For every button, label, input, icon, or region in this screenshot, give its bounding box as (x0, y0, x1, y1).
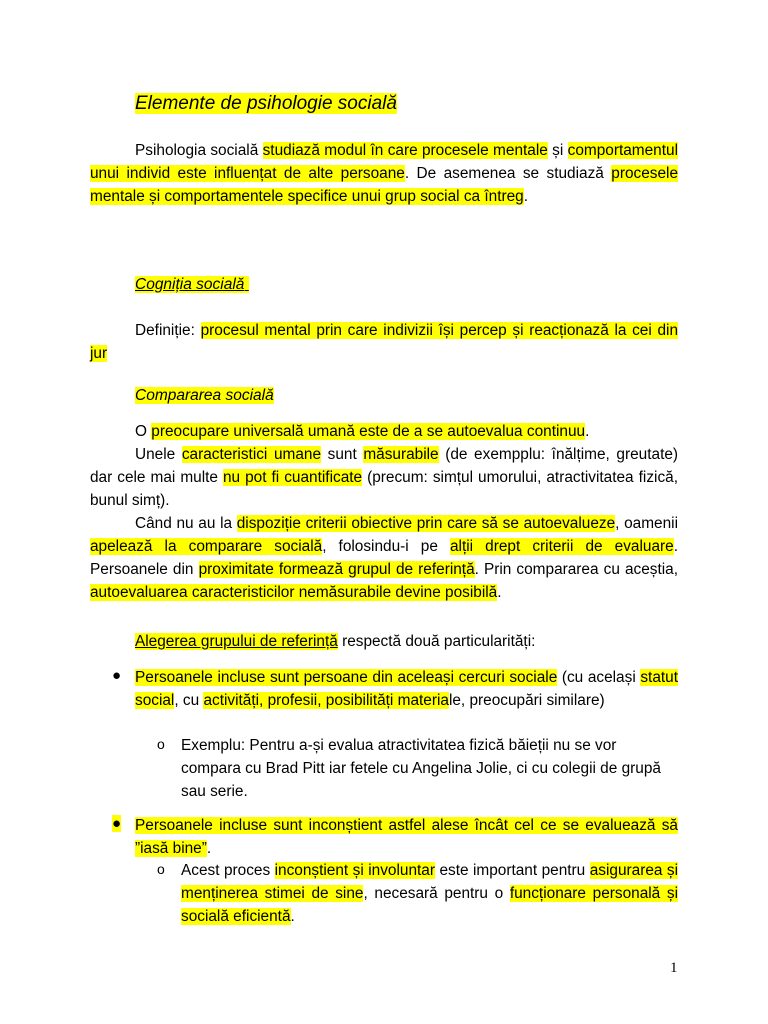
hollow-circle-icon: o (157, 736, 165, 752)
comparare-paragraph-3: Când nu au la dispoziție criterii obiective prin care să se autoevalueze, oamenii apelează la comparare socială, folosindu-i pe alții drept criterii de evaluare. Persoanele din proximitate formează grupul de referință. Prin compararea cu aceștia, autoevaluarea caracteristicilor nemăsurabile devine posibilă. (90, 515, 678, 601)
comparare-paragraph-2: Unele caracteristici umane sunt măsurabile (de exempplu: înălțime, greutate) dar cele mai multe nu pot fi cuantificate (precum: simțul umorului, atractivitatea fizică, bunul simț). (90, 446, 679, 509)
sub-bullet-item-1: Exemplu: Pentru a-și evalua atractivitatea fizică băieții nu se vor compara cu Brad Pitt iar fetele cu Angelina Jolie, ci cu colegii de grupă sau serie. (181, 737, 661, 800)
intro-paragraph: Psihologia socială studiază modul în care procesele mentale și comportamentul unui individ este influențat de alte persoane. De asemenea se studiază procesele mentale și comportamentele specifice unui grup social ca întreg. (90, 142, 678, 205)
section-heading-cognitie: Cogniția socială (135, 276, 249, 294)
section-heading-comparare: Compararea socială (135, 387, 274, 404)
hollow-circle-icon: o (157, 861, 165, 877)
bullet-item-2: Persoanele incluse sunt inconștient astfel alese încât cel ce se evaluează să ”iasă bine”. (135, 817, 678, 857)
bullet-item-1: Persoanele incluse sunt persoane din aceleași cercuri sociale (cu același statut social, cu activități, profesii, posibilități materiale, preocupări similare) (135, 669, 678, 709)
comparare-paragraph-1: O preocupare universală umană este de a se autoevalua continuu. (135, 423, 590, 440)
alegere-grup-line: Alegerea grupului de referință respectă două particularități: (135, 633, 536, 650)
definition-paragraph: Definiție: procesul mental prin care indivizii își percep și reacționază la cei din jur (90, 322, 678, 362)
sub-bullet-item-2: Acest proces inconștient și involuntar este important pentru asigurarea și menținerea stimei de sine, necesară pentru o funcționare personală și socială eficientă. (181, 862, 679, 925)
page-number: 1 (670, 960, 678, 976)
bullet-dot-icon: ● (112, 667, 122, 684)
page-title: Elemente de psihologie socială (135, 93, 397, 114)
bullet-dot-icon: ● (112, 815, 122, 832)
